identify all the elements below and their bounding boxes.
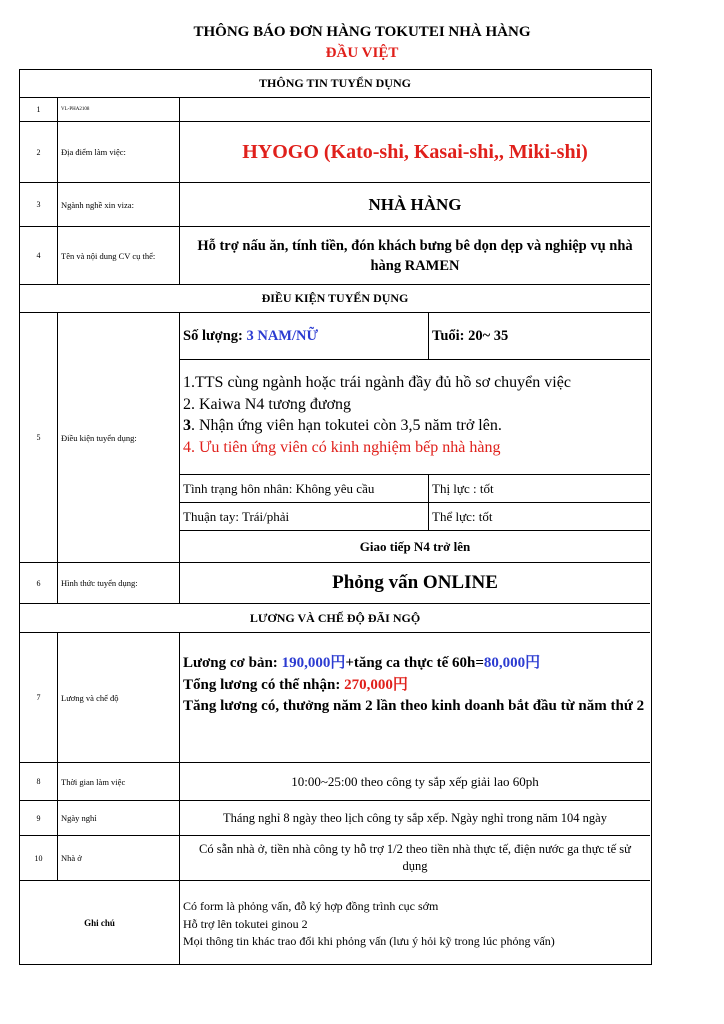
days-off-label: Ngày nghỉ bbox=[57, 800, 179, 835]
work-location-label: Địa điểm làm việc: bbox=[57, 121, 179, 182]
total-salary-value: 270,000円 bbox=[344, 676, 408, 693]
requirement-4: 4. Ưu tiên ứng viên có kinh nghiệm bếp nhà hàng bbox=[183, 438, 501, 456]
note-line-3: Mọi thông tin khác trao đổi khi phỏng vấn (lưu ý hỏi kỹ trong lúc phỏng vấn) bbox=[183, 934, 555, 948]
row-8-number: 8 bbox=[20, 762, 57, 800]
row-5-number: 5 bbox=[20, 312, 57, 562]
row-1-value bbox=[179, 97, 650, 121]
quantity-label: Số lượng: bbox=[183, 327, 243, 344]
housing-value: Có sẵn nhà ở, tiền nhà công ty hỗ trợ 1/2 theo tiền nhà thực tế, điện nước ga thực tế sử dụng bbox=[179, 835, 650, 880]
job-order-table bbox=[19, 69, 652, 965]
notes-label: Ghi chú bbox=[20, 880, 179, 964]
work-location-value: HYOGO (Kato-shi, Kasai-shi,, Miki-shi) bbox=[179, 121, 650, 182]
age-cell: Tuổi: 20~ 35 bbox=[428, 312, 650, 359]
row-2-number: 2 bbox=[20, 121, 57, 182]
recruit-form-value: Phỏng vấn ONLINE bbox=[179, 562, 650, 603]
handedness: Thuận tay: Trái/phải bbox=[179, 502, 428, 530]
company-name: ĐẦU VIỆT bbox=[325, 45, 399, 61]
salary-raise-line: Tăng lương có, thưởng năm 2 lần theo kinh doanh bắt đầu từ năm thứ 2 bbox=[183, 698, 645, 714]
days-off-value: Tháng nghỉ 8 ngày theo lịch công ty sắp xếp. Ngày nghỉ trong năm 104 ngày bbox=[179, 800, 650, 835]
salary-details bbox=[179, 632, 650, 762]
note-line-1: Có form là phỏng vấn, đỗ ký hợp đồng trình cục sớm bbox=[183, 899, 439, 913]
working-hours-label: Thời gian làm việc bbox=[57, 762, 179, 800]
base-salary-value: 190,000円 bbox=[281, 655, 346, 671]
section-conditions: ĐIỀU KIỆN TUYỂN DỤNG bbox=[20, 284, 650, 312]
row-1-code: VL-PHA2108 bbox=[57, 97, 179, 121]
conditions-label: Điều kiện tuyển dụng: bbox=[57, 312, 179, 562]
physical-fitness: Thể lực: tốt bbox=[428, 502, 650, 530]
base-salary-line: Lương cơ bản: 190,000円+tăng ca thực tế 60h=80,000円 bbox=[183, 655, 541, 671]
job-description-label: Tên và nội dung CV cụ thể: bbox=[57, 226, 179, 284]
row-3-number: 3 bbox=[20, 182, 57, 226]
eyesight: Thị lực : tốt bbox=[428, 474, 650, 502]
requirements-list bbox=[179, 359, 650, 474]
working-hours-value: 10:00~25:00 theo công ty sắp xếp giải lao 60ph bbox=[179, 762, 650, 800]
section-recruit-info: THÔNG TIN TUYỂN DỤNG bbox=[259, 76, 411, 90]
marital-status: Tình trạng hôn nhân: Không yêu cầu bbox=[179, 474, 428, 502]
salary-label: Lương và chế độ bbox=[57, 632, 179, 762]
requirement-3: 3. Nhận ứng viên hạn tokutei còn 3,5 năm trở lên. bbox=[183, 417, 502, 434]
row-6-number: 6 bbox=[20, 562, 57, 603]
row-7-number: 7 bbox=[20, 632, 57, 762]
job-description-value: Hỗ trợ nấu ăn, tính tiền, đón khách bưng bê dọn dẹp và nghiệp vụ nhà hàng RAMEN bbox=[179, 226, 650, 284]
document-title: THÔNG BÁO ĐƠN HÀNG TOKUTEI NHÀ HÀNG bbox=[193, 24, 531, 40]
row-10-number: 10 bbox=[20, 835, 57, 880]
recruit-form-label: Hình thức tuyển dụng: bbox=[57, 562, 179, 603]
row-9-number: 9 bbox=[20, 800, 57, 835]
requirement-1: 1.TTS cùng ngành hoặc trái ngành đầy đủ hồ sơ chuyển việc bbox=[183, 374, 571, 391]
notes-content bbox=[179, 880, 650, 964]
housing-label: Nhà ở bbox=[57, 835, 179, 880]
quantity-cell bbox=[179, 312, 428, 359]
total-salary-line: Tổng lương có thể nhận: 270,000円 bbox=[183, 676, 408, 693]
section-salary: LƯƠNG VÀ CHẾ ĐỘ ĐÃI NGỘ bbox=[20, 603, 650, 632]
requirement-2: 2. Kaiwa N4 tương đương bbox=[183, 395, 352, 413]
row-1-number: 1 bbox=[20, 97, 57, 121]
note-line-2: Hỗ trợ lên tokutei ginou 2 bbox=[183, 916, 308, 931]
visa-industry-label: Ngành nghề xin viza: bbox=[57, 182, 179, 226]
visa-industry-value: NHÀ HÀNG bbox=[179, 182, 650, 226]
quantity-value: 3 NAM/NỮ bbox=[246, 327, 319, 344]
communication-level: Giao tiếp N4 trở lên bbox=[179, 530, 650, 562]
row-4-number: 4 bbox=[20, 226, 57, 284]
overtime-value: 80,000円 bbox=[483, 655, 541, 671]
